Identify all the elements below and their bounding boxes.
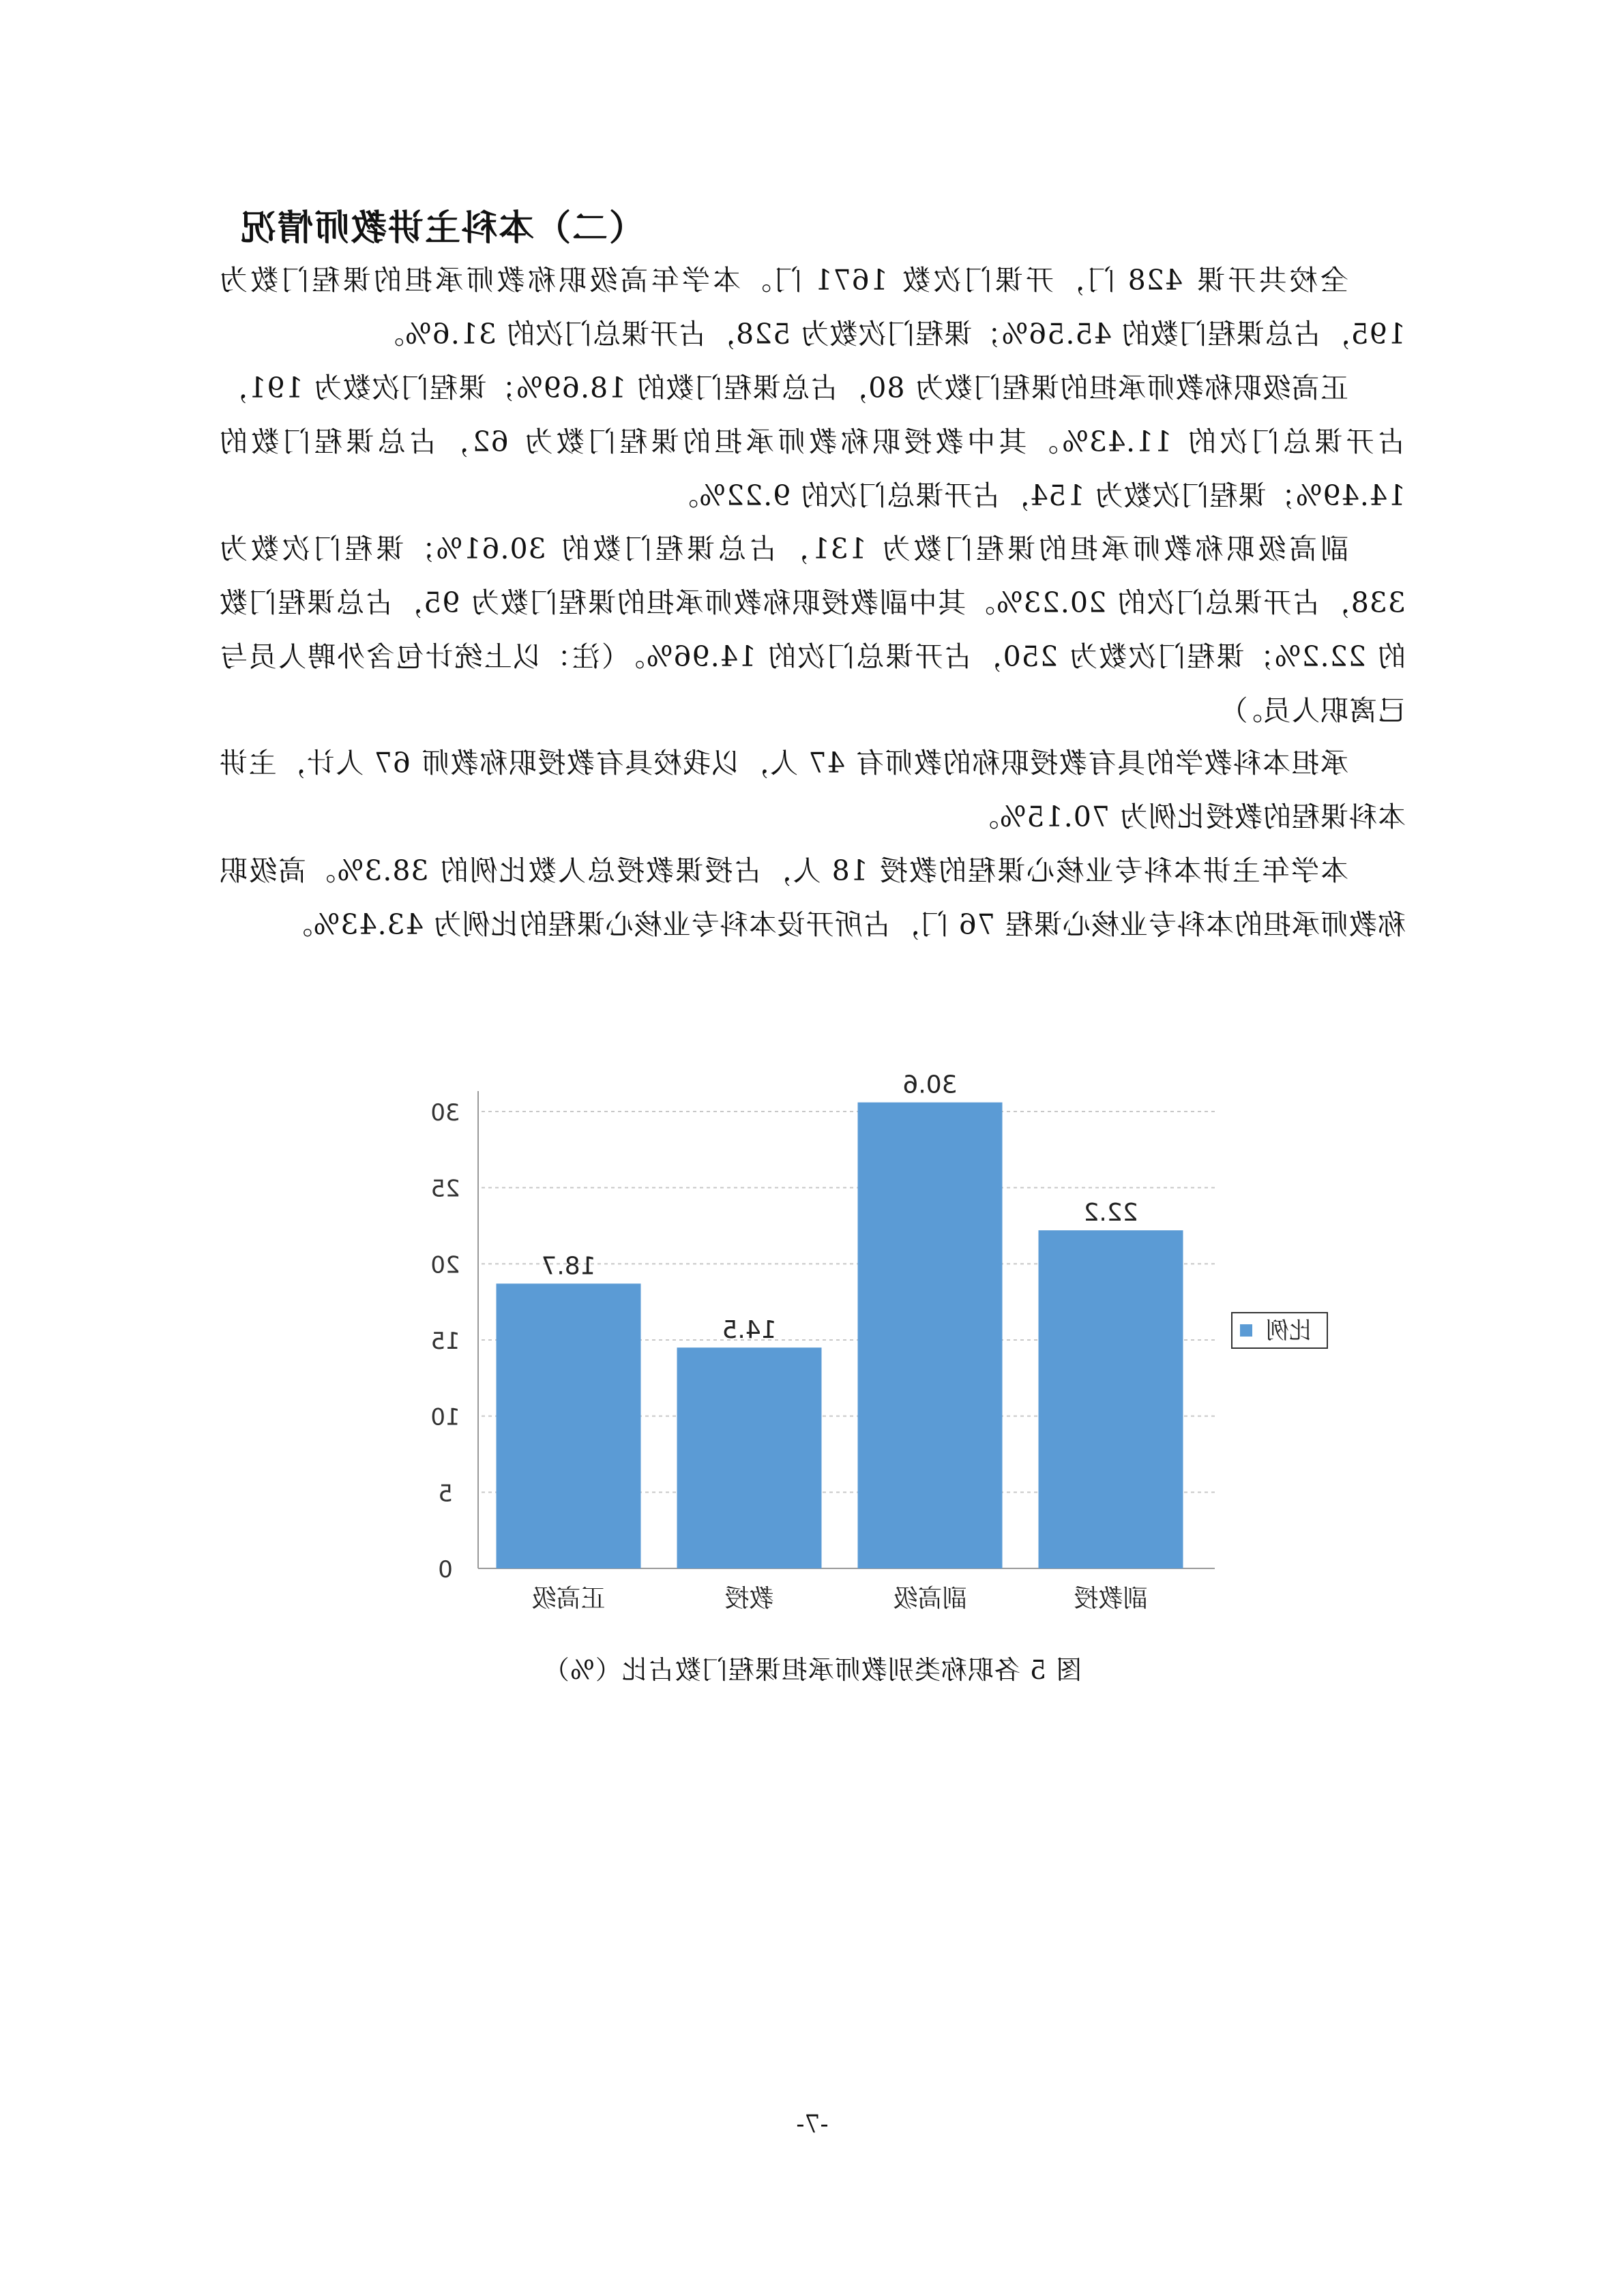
paragraph-core-courses: 本学年主讲本科专业核心课程的教授 18 人，占授课教授总人数比例的 38.3%。高级职称教师承担的本科专业核心课程 76 门，占所开设本科专业核心课程的比例为 43.43%。 (219, 854, 1406, 941)
data-label: 22.2 (1083, 1199, 1138, 1227)
bar-chart-svg (274, 1050, 1338, 1623)
paragraph-professor-ratio: 承担本科教学的具有教授职称的教师有 47 人，以我校具有教授职称教师 67 人计，主讲本科课程的教授比例为 70.15%。 (219, 747, 1406, 833)
x-tick-label: 正高级 (531, 1585, 606, 1613)
data-label: 18.7 (541, 1252, 596, 1281)
x-tick-label: 教授 (724, 1585, 774, 1613)
section-heading: （二）本科主讲教师情况 (239, 208, 645, 249)
x-tick-label: 副高级 (893, 1585, 967, 1613)
bar (858, 1103, 1003, 1568)
page-number: -7- (796, 2111, 829, 2138)
legend-swatch (1240, 1324, 1252, 1337)
bar (497, 1283, 641, 1568)
y-tick-label: 30 (430, 1099, 460, 1127)
bar (1039, 1230, 1183, 1568)
y-tick-label: 15 (430, 1328, 460, 1355)
paragraph-full-senior: 正高级职称教师承担的课程门数为 80，占总课程门数的 18.69%；课程门次数为 191，占开课总门次的 11.43%。其中教授职称教师承担的课程门数为 62，占总课程门数的 14.49%；课程门次数为 154，占开课总门次的 9.22%。 (219, 372, 1406, 512)
y-tick-label: 25 (430, 1175, 460, 1203)
y-tick-label: 0 (438, 1556, 453, 1583)
data-label: 14.5 (722, 1316, 777, 1345)
y-tick-label: 5 (438, 1480, 453, 1508)
data-label: 30.6 (902, 1071, 958, 1099)
y-tick-label: 10 (430, 1403, 460, 1431)
figure-caption: 图 5 各职称类别教师承担课程门数占比（%） (542, 1655, 1082, 1685)
legend-label: 比例 (1266, 1317, 1312, 1345)
bar-chart (274, 1050, 1338, 1623)
paragraph-associate-senior: 副高级职称教师承担的课程门数为 131，占总课程门数的 30.61%；课程门次数为 338，占开课总门次的 20.23%。其中副教授职称教师承担的课程门数为 95，占总课程门数的 22.2%；课程门次数为 250，占开课总门次的 14.96%。（注：以上统计包含外聘人员与已离职人员。） (219, 533, 1406, 727)
bar (677, 1347, 822, 1568)
y-tick-label: 20 (430, 1251, 460, 1279)
x-tick-label: 副教授 (1074, 1585, 1148, 1613)
paragraph-course-overview: 全校共开课 428 门，开课门次数 1671 门。本学年高级职称教师承担的课程门数为 195，占总课程门数的 45.56%；课程门次数为 528，占开课总门次的 31.6%。 (219, 264, 1406, 351)
